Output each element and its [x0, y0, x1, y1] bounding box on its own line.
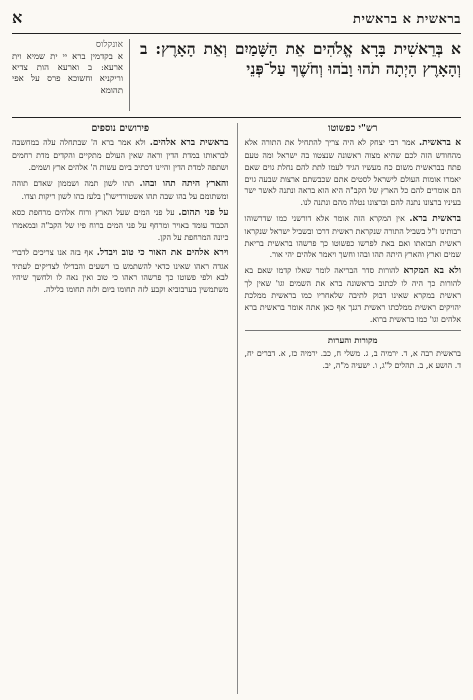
onkelos-label: אונקלוס: [95, 40, 123, 50]
commentary-paragraph: [245, 137, 462, 209]
torah-text: א בְּרֵאשִׁית בָּרָא אֱלֹהִים אֵת הַשָּׁמַיִם וְאֵת הָאָרֶץ: ב וְהָאָרֶץ הָיְתָה תֹהוּ וָבֹהוּ וְחֹשֶׁךְ עַל־פְּנֵי: [140, 39, 461, 79]
torah-column: [140, 39, 461, 111]
commentary-paragraph: [12, 178, 229, 203]
commentary-paragraph: [12, 207, 229, 244]
second-commentary-heading: פירושים נוספים: [91, 123, 150, 134]
rashi-heading: רש"י כפשוטו: [328, 123, 378, 134]
dibur-hamatchil: א בראשית.: [419, 138, 461, 148]
dibur-hamatchil: והארץ היתה תהו ובהו.: [139, 178, 229, 189]
commentary-body: אין המקרא הזה אומר אלא דורשני כמו שדרשוהו רבותינו ז"ל בשביל התורה שנקראת ראשית דרכו ובשביל ישראל שנקראו ראשית תבואתו ואם באת לפרשו כפשוטו כך פרשהו בראשית בריאת שמים וארץ והארץ היתה תהו ובהו וחשך ויאמר אלהים יהי אור.: [244, 213, 461, 260]
dibur-hamatchil: וירא אלהים את האור כי טוב ויבדל.: [96, 248, 229, 259]
onkelos-column: [12, 39, 130, 111]
commentary-paragraph: [12, 137, 229, 174]
commentary-paragraph: [245, 213, 462, 261]
commentary-body: על פני המים שעל הארץ ורוח אלהים מרחפת כסא הכבוד עומד באויר ומרחף על פני המים ברוח פיו של הקב"ה ובמאמרו כיונה המרחפת על הקן.: [12, 207, 229, 242]
commentary-body: להורות סדר הבריאה לומר שאלו קדמו שאם בא להורות כך היה לו לכתוב בראשונה ברא את השמים וגו' שאין לך ראשית במקרא שאינו דבוק לתיבה שלאחריו כמו בראשית ממלכת יהויקים ראשית ממלכתו ראשית דגנך אף כאן אתה אומר בראשית ברא אלהים וגו' כמו בראשית ברוא.: [244, 266, 461, 324]
commentary-area: [12, 123, 461, 694]
second-commentary-column: [12, 123, 229, 694]
section-divider: [12, 117, 461, 118]
commentary-body: ולא אמר ברא ה' שבתחלה עלה במחשבה לבראותו במדת הדין וראה שאין העולם מתקיים והקדים מדת רחמים ושתפה למדת הדין והיינו דכתיב ביום עשות ה' אלהים ארץ ושמים.: [12, 138, 229, 172]
commentary-paragraph: [245, 265, 462, 325]
notes-text: בראשית רבה א, ד. ירמיה ב, ג. משלי ח, כב. ירמיה כז, א. דברים יח, ד. הושע א, ב. תהלים ל"ג, ו. ישעיה מ"ה, יב.: [244, 349, 461, 370]
notes-heading: מקורות והערות: [327, 336, 378, 347]
rashi-column: [237, 123, 462, 694]
commentary-body: אף בזה אנו צריכים לדברי אגדה ראהו שאינו כדאי להשתמש בו רשעים והבדילו לצדיקים לעתיד לבא ולפי פשוטו כך פרשהו ראהו כי טוב ואין נאה לו ולחשך שיהיו משתמשין בערבוביא וקבע לזה תחומו ביום ולזה תחומו בלילה.: [12, 248, 229, 295]
rashi-text: [245, 137, 462, 325]
dibur-hamatchil: ולא בא המקרא: [403, 266, 461, 277]
dibur-hamatchil: בראשית ברא.: [409, 213, 461, 224]
page-header: [12, 8, 461, 34]
page-letter: א: [12, 8, 23, 27]
commentary-paragraph: [12, 247, 229, 295]
dibur-hamatchil: על פני תהום.: [178, 207, 229, 218]
running-title: בראשית א בראשית: [353, 12, 461, 27]
verse-band: [12, 39, 461, 111]
commentary-body: אמר רבי יצחק לא היה צריך להתחיל את התורה אלא מהחודש הזה לכם שהיא מצוה ראשונה שנצטוו בה ישראל ומה טעם פתח בבראשית משום כח מעשיו הגיד לעמו לתת להם נחלת גוים שאם יאמרו אומות העולם לישראל לסטים אתם שכבשתם ארצות שבעה גוים הם אומרים להם כל הארץ של הקב"ה היא הוא בראה ונתנה לאשר ישר בעיניו ברצונו נתנה להם וברצונו נטלה מהם ונתנה לנו.: [244, 138, 461, 208]
second-commentary-text: [12, 137, 229, 296]
onkelos-text: א בקדמין ברא יי ית שמיא וית ארעא: ב וארעא הות צדיא וריקניא וחשוכא פרס על אפי תהומא: [12, 52, 123, 96]
commentary-body: תהו לשון תמה ושממון שאדם תוהה ומשתומם על בהו שבה תהו אשטורדישו"ן בלעז בהו לשון ריקות וצדו.: [12, 178, 229, 201]
dibur-hamatchil: בראשית ברא אלהים.: [149, 138, 229, 148]
notes-divider: [245, 330, 462, 331]
